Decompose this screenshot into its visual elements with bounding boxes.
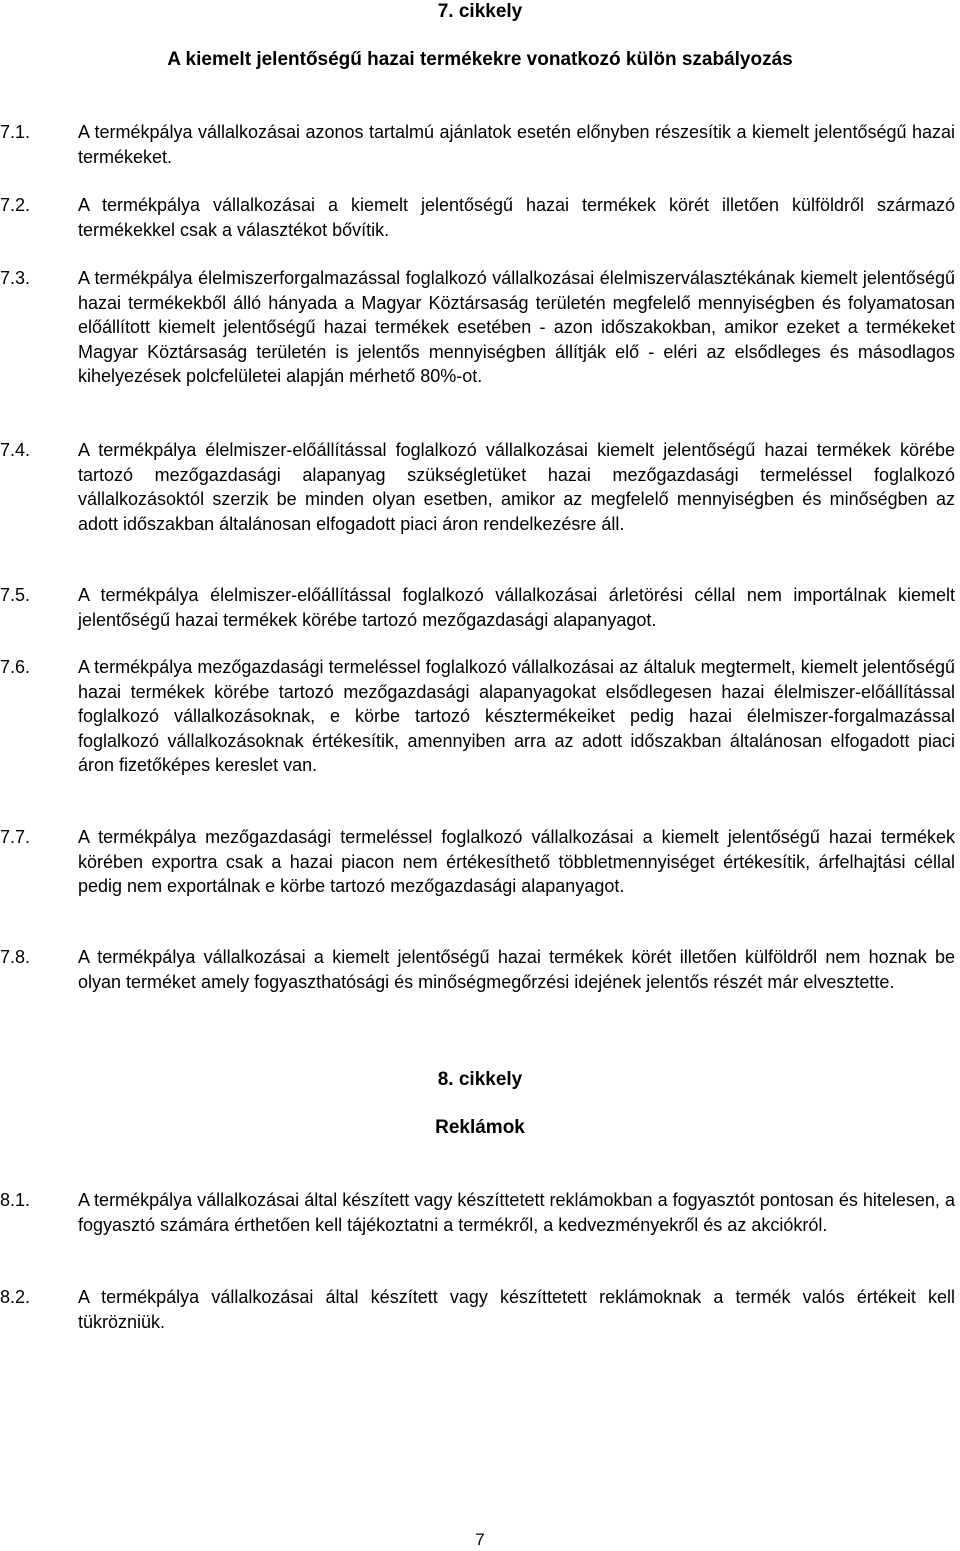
paragraph-text: A termékpálya vállalkozásai a kiemelt jelentőségű hazai termékek körét illetően külföldről nem hoznak be olyan terméket amely fogyaszthatósági és minőségmegőrzési idejének jelentős részét már elvesztette. <box>78 947 955 992</box>
paragraph-number: 7.4. <box>0 440 31 460</box>
paragraph-text: A termékpálya élelmiszerforgalmazással foglalkozó vállalkozásai élelmiszerválasztékának kiemelt jelentőségű hazai termékekből álló hányada a Magyar Köztársaság területén megfelelő mennyiségben és folyamatosan előállított kiemelt jelentőségű hazai termékek esetében - azon időszakokban, amikor ezeket a termékeket Magyar Köztársaság területén is jelentős mennyiségben állítják elő - eléri az elsődleges és másodlagos kihelyezések polcfelületei alapján mérhető 80%-ot. <box>78 268 955 386</box>
page-number: 7 <box>475 1530 485 1549</box>
paragraph-text: A termékpálya élelmiszer-előállítással foglalkozó vállalkozásai árletörési céllal nem importálnak kiemelt jelentőségű hazai termékek körébe tartozó mezőgazdasági alapanyagot. <box>78 585 955 630</box>
paragraph-number: 7.3. <box>0 268 31 288</box>
paragraph-text: A termékpálya vállalkozásai által készített vagy készíttetett reklámoknak a termék valós értékeit kell tükrözniük. <box>78 1287 955 1332</box>
paragraph-number: 7.1. <box>0 122 31 142</box>
section-8-heading: 8. cikkely <box>437 1069 523 1090</box>
paragraph-number: 8.2. <box>0 1287 31 1307</box>
paragraph-text: A termékpálya vállalkozásai által készített vagy készíttetett reklámokban a fogyasztót pontosan és hitelesen, a fogyasztó számára érthetően kell tájékoztatni a termékről, a kedvezményekről és az akciókról. <box>78 1190 955 1235</box>
paragraph-number: 7.8. <box>0 947 31 967</box>
paragraph-text: A termékpálya vállalkozásai a kiemelt jelentőségű hazai termékek körét illetően külföldről származó termékekkel csak a választékot bővítik. <box>78 195 955 240</box>
paragraph-number: 7.5. <box>0 585 31 605</box>
paragraph-text: A termékpálya mezőgazdasági termeléssel foglalkozó vállalkozásai az általuk megtermelt, kiemelt jelentőségű hazai termékek körébe tartozó mezőgazdasági alapanyagokat elsődlegesen hazai élelmiszer-előállítással foglalkozó vállalkozásoknak, e körbe tartozó késztermékeiket pedig hazai élelmiszer-forgalmazással foglalkozó vállalkozásoknak értékesítik, amennyiben arra az adott időszakban általánosan elfogadott piaci áron fizetőképes kereslet van. <box>78 657 955 775</box>
paragraph-number: 7.2. <box>0 195 31 215</box>
section-7-heading: 7. cikkely <box>437 1 523 22</box>
paragraph-text: A termékpálya vállalkozásai azonos tartalmú ajánlatok esetén előnyben részesítik a kiemelt jelentőségű hazai termékeket. <box>78 122 955 167</box>
section-8-subheading: Reklámok <box>435 1117 525 1138</box>
paragraph-number: 7.7. <box>0 827 31 847</box>
paragraph-number: 8.1. <box>0 1190 31 1210</box>
paragraph-text: A termékpálya élelmiszer-előállítással foglalkozó vállalkozásai kiemelt jelentőségű hazai termékek körébe tartozó mezőgazdasági alapanyag szükségletüket hazai mezőgazdasági termeléssel foglalkozó vállalkozásoktól szerzik be minden olyan esetben, amikor az megfelelő mennyiségben és minőségben az adott időszakban általánosan elfogadott piaci áron rendelkezésre áll. <box>78 440 955 534</box>
section-7-subheading: A kiemelt jelentőségű hazai termékekre vonatkozó külön szabályozás <box>167 49 793 70</box>
paragraph-number: 7.6. <box>0 657 31 677</box>
paragraph-text: A termékpálya mezőgazdasági termeléssel foglalkozó vállalkozásai a kiemelt jelentőségű hazai termékek körében exportra csak a hazai piacon nem értékesíthető többletmennyiséget értékesítik, árfelhajtási céllal pedig nem exportálnak e körbe tartozó mezőgazdasági alapanyagot. <box>78 827 955 896</box>
